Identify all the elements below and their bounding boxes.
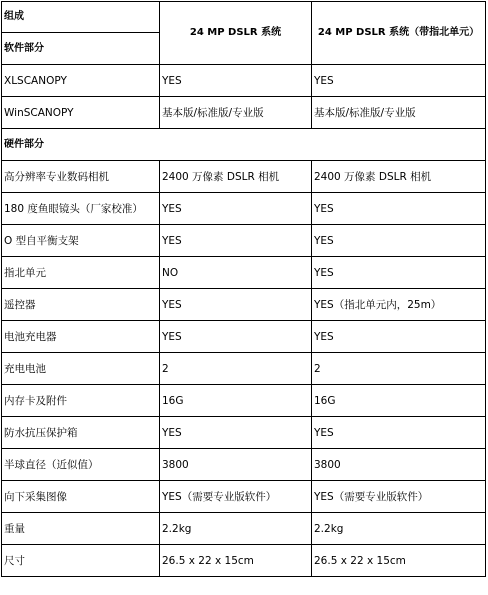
row-value-b: YES <box>312 417 486 449</box>
row-label: 充电电池 <box>2 353 160 385</box>
row-value-b: 基本版/标准版/专业版 <box>312 97 486 129</box>
row-value-b: YES <box>312 257 486 289</box>
row-value-a: 16G <box>160 385 312 417</box>
spec-table-body <box>2 2 486 577</box>
hardware-section-label: 硬件部分 <box>2 129 486 161</box>
table-row <box>2 385 486 417</box>
row-value-a: 2 <box>160 353 312 385</box>
row-label: 遥控器 <box>2 289 160 321</box>
table-row <box>2 545 486 577</box>
row-value-b: 2.2kg <box>312 513 486 545</box>
row-value-b: 3800 <box>312 449 486 481</box>
table-row <box>2 193 486 225</box>
row-value-a: YES <box>160 225 312 257</box>
row-value-b: YES <box>312 321 486 353</box>
row-value-b: 2400 万像素 DSLR 相机 <box>312 161 486 193</box>
row-value-b: YES <box>312 193 486 225</box>
row-label: 指北单元 <box>2 257 160 289</box>
row-value-a: 3800 <box>160 449 312 481</box>
row-value-a: 基本版/标准版/专业版 <box>160 97 312 129</box>
table-row <box>2 161 486 193</box>
row-value-b: 16G <box>312 385 486 417</box>
row-value-b: YES <box>312 65 486 97</box>
row-value-a: 26.5 x 22 x 15cm <box>160 545 312 577</box>
row-label: 180 度鱼眼镜头（厂家校准） <box>2 193 160 225</box>
row-value-a: NO <box>160 257 312 289</box>
table-row <box>2 257 486 289</box>
hardware-section-row <box>2 129 486 161</box>
row-label: 电池充电器 <box>2 321 160 353</box>
row-value-a: 2400 万像素 DSLR 相机 <box>160 161 312 193</box>
row-value-a: YES <box>160 321 312 353</box>
row-label: XLSCANOPY <box>2 65 160 97</box>
row-label: 重量 <box>2 513 160 545</box>
spec-table <box>1 1 486 577</box>
row-value-a: YES（需要专业版软件） <box>160 481 312 513</box>
row-value-b: YES <box>312 225 486 257</box>
row-value-a: YES <box>160 65 312 97</box>
table-row <box>2 449 486 481</box>
table-row <box>2 97 486 129</box>
row-value-a: 2.2kg <box>160 513 312 545</box>
table-row <box>2 65 486 97</box>
product-b-header: 24 MP DSLR 系统（带指北单元） <box>312 2 486 65</box>
table-row <box>2 321 486 353</box>
row-value-b: 2 <box>312 353 486 385</box>
table-row <box>2 353 486 385</box>
header-row <box>2 2 486 33</box>
row-value-b: YES（需要专业版软件） <box>312 481 486 513</box>
table-row <box>2 289 486 321</box>
table-row <box>2 417 486 449</box>
row-label: O 型自平衡支架 <box>2 225 160 257</box>
row-label: 尺寸 <box>2 545 160 577</box>
row-value-a: YES <box>160 289 312 321</box>
row-value-a: YES <box>160 417 312 449</box>
row-value-b: YES（指北单元内，25m） <box>312 289 486 321</box>
software-section-label: 软件部分 <box>2 33 160 65</box>
row-label: 半球直径（近似值） <box>2 449 160 481</box>
row-label: WinSCANOPY <box>2 97 160 129</box>
row-label: 防水抗压保护箱 <box>2 417 160 449</box>
row-label: 内存卡及附件 <box>2 385 160 417</box>
row-value-b: 26.5 x 22 x 15cm <box>312 545 486 577</box>
row-label: 高分辨率专业数码相机 <box>2 161 160 193</box>
table-row <box>2 513 486 545</box>
product-a-header: 24 MP DSLR 系统 <box>160 2 312 65</box>
row-value-a: YES <box>160 193 312 225</box>
group-label-cell: 组成 <box>2 2 160 33</box>
row-label: 向下采集图像 <box>2 481 160 513</box>
table-row <box>2 225 486 257</box>
table-row <box>2 481 486 513</box>
